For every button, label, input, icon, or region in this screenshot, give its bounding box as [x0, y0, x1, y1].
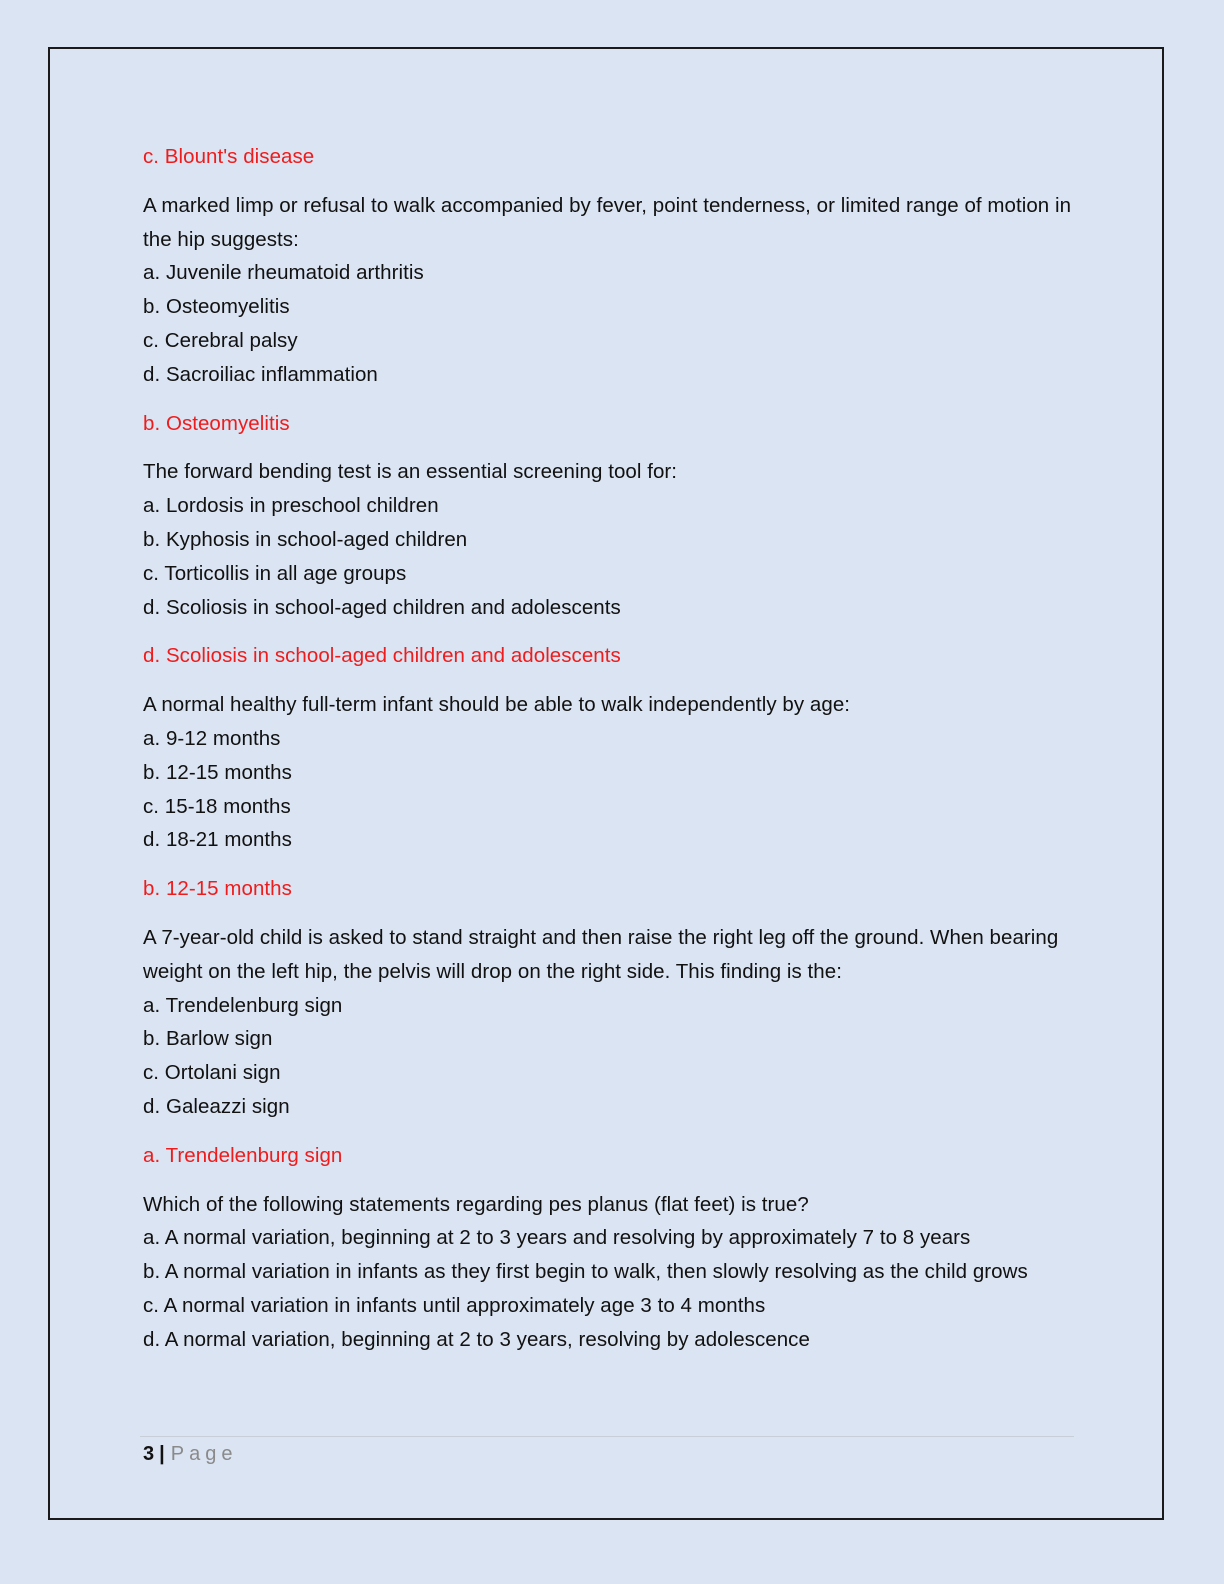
answer-key: b. Osteomyelitis	[143, 411, 290, 435]
answer-option: b. Osteomyelitis	[143, 295, 290, 319]
page-label: Page	[170, 1443, 238, 1465]
answer-option: c. A normal variation in infants until approximately age 3 to 4 months	[143, 1293, 766, 1317]
answer-option: b. A normal variation in infants as they first begin to walk, then slowly resolving as the child grows	[143, 1260, 1028, 1284]
answer-key: a. Trendelenburg sign	[143, 1143, 343, 1167]
footer-divider	[140, 1436, 1074, 1437]
document-body	[143, 140, 1083, 1357]
answer-option: d. Sacroiliac inflammation	[143, 362, 378, 386]
answer-key: d. Scoliosis in school-aged children and adolescents	[143, 644, 621, 668]
question-text: Which of the following statements regarding pes planus (flat feet) is true?	[143, 1192, 809, 1216]
answer-option: a. Trendelenburg sign	[143, 993, 343, 1017]
question-text: A marked limp or refusal to walk accompanied by fever, point tenderness, or limited range of motion in the hip suggests:	[143, 193, 1072, 251]
answer-key: b. 12-15 months	[143, 877, 292, 901]
answer-option: a. Juvenile rheumatoid arthritis	[143, 261, 424, 285]
answer-key: c. Blount's disease	[143, 145, 315, 168]
answer-option: c. 15-18 months	[143, 794, 291, 818]
page-number: 3	[143, 1443, 155, 1465]
question-text: A 7-year-old child is asked to stand straight and then raise the right leg off the ground. When bearing weight on the left hip, the pelvis will drop on the right side. This finding is the:	[143, 925, 1059, 983]
page-footer	[143, 1440, 237, 1468]
question-text: The forward bending test is an essential screening tool for:	[143, 460, 678, 484]
answer-option: a. 9-12 months	[143, 726, 281, 750]
answer-option: b. Kyphosis in school-aged children	[143, 527, 468, 551]
answer-option: d. Scoliosis in school-aged children and adolescents	[143, 595, 621, 619]
answer-option: d. A normal variation, beginning at 2 to 3 years, resolving by adolescence	[143, 1327, 810, 1351]
answer-option: a. A normal variation, beginning at 2 to 3 years and resolving by approximately 7 to 8 years	[143, 1226, 971, 1250]
answer-option: c. Cerebral palsy	[143, 328, 298, 352]
answer-option: d. Galeazzi sign	[143, 1094, 290, 1118]
footer-separator: |	[159, 1443, 165, 1465]
answer-option: b. Barlow sign	[143, 1027, 273, 1051]
answer-option: c. Torticollis in all age groups	[143, 561, 407, 585]
answer-option: c. Ortolani sign	[143, 1061, 281, 1085]
answer-option: b. 12-15 months	[143, 760, 292, 784]
question-text: A normal healthy full-term infant should be able to walk independently by age:	[143, 693, 851, 717]
answer-option: a. Lordosis in preschool children	[143, 494, 439, 518]
answer-option: d. 18-21 months	[143, 828, 292, 852]
